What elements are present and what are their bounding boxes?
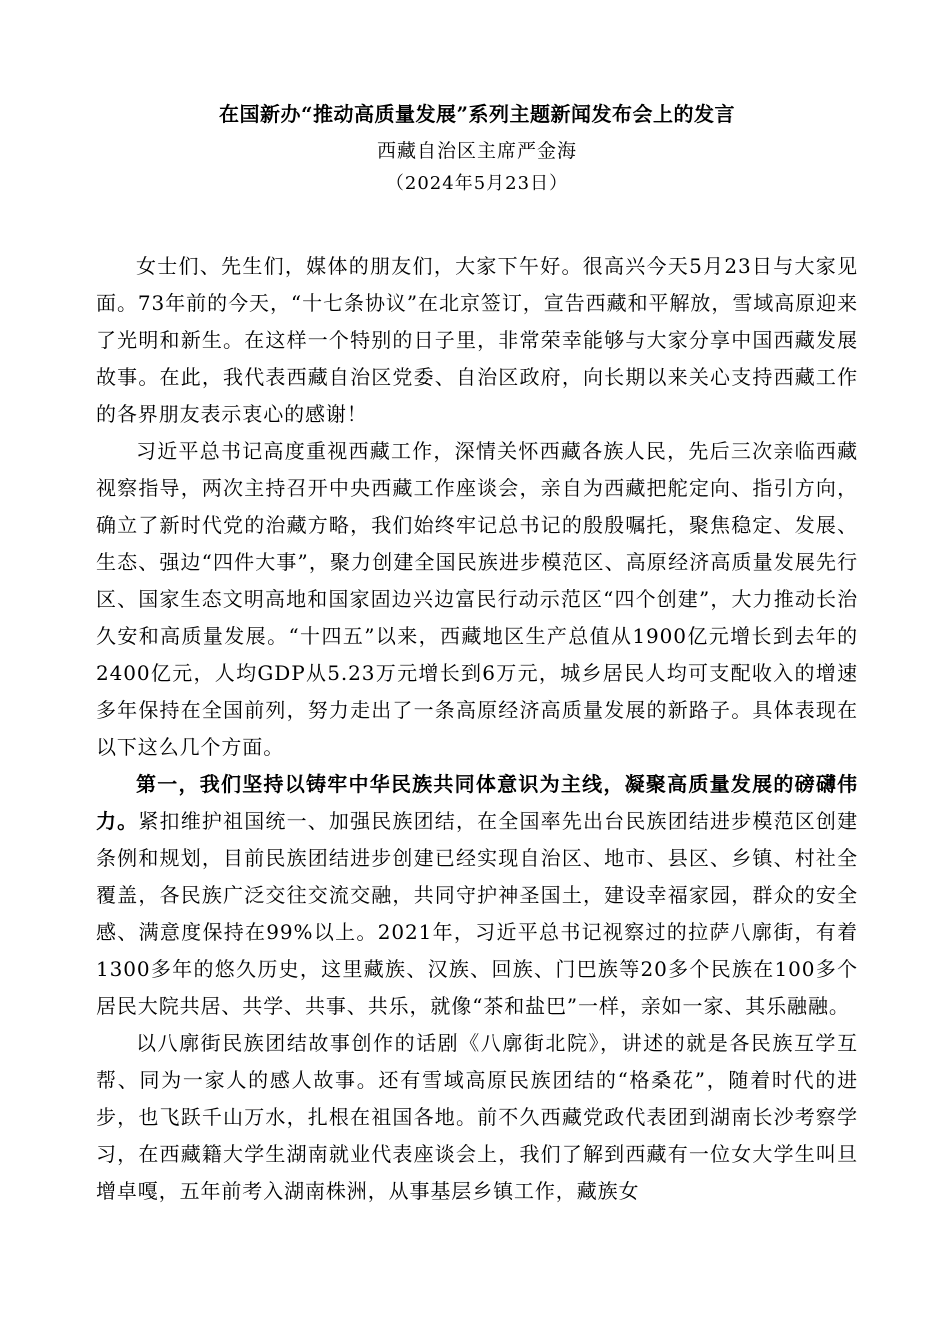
paragraph-2-text: 习近平总书记高度重视西藏工作，深情关怀西藏各族人民，先后三次亲临西藏视察指导，两次主持召开中央西藏工作座谈会，亲自为西藏把舵定向、指引方向，确立了新时代党的治藏方略，我们始终牢记总书记的殷殷嘱托，聚焦稳定、发展、生态、强边“四件大事”，聚力创建全国民族进步模范区、高原经济高质量发展先行区、国家生态文明高地和国家固边兴边富民行动示范区“四个创建”，大力推动长治久安和高质量发展。“十四五”以来，西藏地区生产总值从1900亿元增长到去年的2400亿元，人均GDP从5.23万元增长到6万元，城乡居民人均可支配收入的增速多年保持在全国前列，努力走出了一条高原经济高质量发展的新路子。具体表现在以下这么几个方面。	[96, 439, 858, 759]
paragraph-4-text: 以八廓街民族团结故事创作的话剧《八廓街北院》，讲述的就是各民族互学互帮、同为一家人的感人故事。还有雪域高原民族团结的“格桑花”，随着时代的进步，也飞跃千山万水，扎根在祖国各地。前不久西藏党政代表团到湖南长沙考察学习，在西藏籍大学生湖南就业代表座谈会上，我们了解到西藏有一位女大学生叫旦增卓嘎，五年前考入湖南株洲，从事基层乡镇工作，藏族女	[96, 1031, 858, 1203]
paragraph-4	[96, 1025, 858, 1210]
paragraph-3	[96, 766, 858, 1025]
document-body	[96, 248, 858, 1210]
paragraph-1	[96, 248, 858, 433]
document-date: （2024年5月23日）	[385, 173, 569, 194]
paragraph-2	[96, 433, 858, 766]
document-author: 西藏自治区主席严金海	[376, 140, 577, 162]
paragraph-3-text: 紧扣维护祖国统一、加强民族团结，在全国率先出台民族团结进步模范区创建条例和规划，目前民族团结进步创建已经实现自治区、地市、县区、乡镇、村社全覆盖，各民族广泛交往交流交融，共同守护神圣国土，建设幸福家园，群众的安全感、满意度保持在99%以上。2021年，习近平总书记视察过的拉萨八廓街，有着1300多年的悠久历史，这里藏族、汉族、回族、门巴族等20多个民族在100多个居民大院共居、共学、共事、共乐，就像“茶和盐巴”一样，亲如一家、其乐融融。	[96, 809, 858, 1018]
paragraph-1-text: 女士们、先生们，媒体的朋友们，大家下午好。很高兴今天5月23日与大家见面。73年前的今天，“十七条协议”在北京签订，宣告西藏和平解放，雪域高原迎来了光明和新生。在这样一个特别的日子里，非常荣幸能够与大家分享中国西藏发展故事。在此，我代表西藏自治区党委、自治区政府，向长期以来关心支持西藏工作的各界朋友表示衷心的感谢！	[96, 254, 858, 426]
document-title: 在国新办“推动高质量发展”系列主题新闻发布会上的发言	[218, 102, 735, 126]
paragraph-3-lead: 第一，我们坚持以铸牢中华民族共同体意识为主线，凝聚高质量发展的磅礴伟力。	[96, 772, 858, 833]
